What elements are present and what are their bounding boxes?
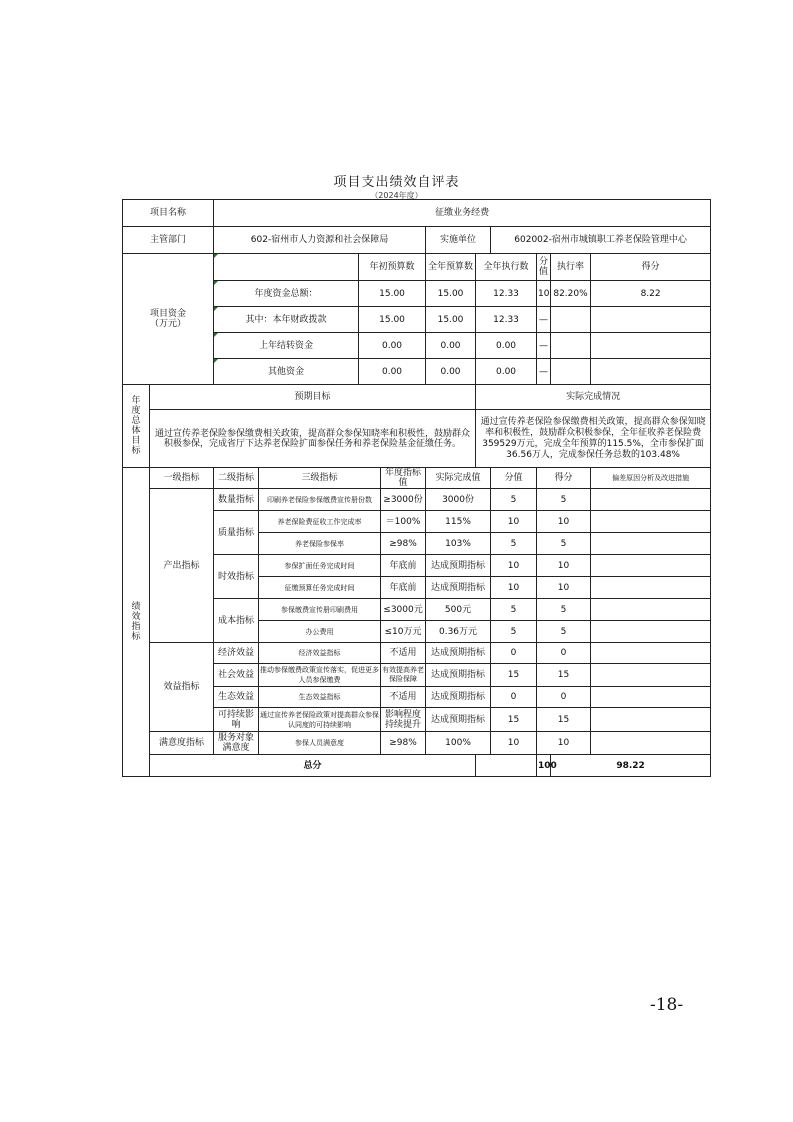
weight-value: 10	[491, 555, 537, 577]
deviation-cell	[591, 511, 711, 533]
weight-value: 5	[491, 599, 537, 621]
score-value: 10	[537, 555, 591, 577]
project-name-label: 项目名称	[123, 200, 214, 227]
level2-ecological: 生态效益	[214, 687, 259, 708]
funds-header-score: 得分	[591, 254, 711, 281]
target-value: 影响程度持续提升	[381, 708, 426, 732]
funds-executed: 0.00	[476, 359, 537, 385]
level3-indicator: 印刷养老保险参保缴费宣传册份数	[259, 489, 381, 511]
funds-row-label: 年度资金总额：	[214, 281, 359, 307]
score-value: 5	[537, 599, 591, 621]
level3-indicator: 参保扩面任务完成时间	[259, 555, 381, 577]
level2-economic: 经济效益	[214, 643, 259, 664]
deviation-cell	[591, 555, 711, 577]
funds-row-label: 其中：本年财政拨款	[214, 307, 359, 333]
deviation-cell	[591, 708, 711, 732]
deviation-cell	[591, 687, 711, 708]
deviation-cell	[591, 533, 711, 555]
funds-label-header	[214, 254, 359, 281]
goals-section-label: 年度总体目标	[123, 385, 150, 468]
header-target: 年度指标值	[381, 468, 426, 489]
deviation-cell	[591, 664, 711, 687]
funds-annual: 15.00	[426, 281, 476, 307]
level3-indicator: 养老保险参保率	[259, 533, 381, 555]
header-deviation: 偏差原因分析及改进措施	[591, 468, 711, 489]
level2-sustainable: 可持续影响	[214, 708, 259, 732]
level3-indicator: 经济效益指标	[259, 643, 381, 664]
page-title: 项目支出绩效自评表	[333, 175, 460, 190]
level2-cost: 成本指标	[214, 599, 259, 643]
funds-header-initial: 年初预算数	[359, 254, 426, 281]
funds-initial: 15.00	[359, 281, 426, 307]
actual-value: 达成预期指标	[426, 643, 491, 664]
indicator-row	[123, 489, 711, 511]
project-name-value: 征缴业务经费	[214, 200, 711, 227]
target-value: ≤10万元	[381, 621, 426, 643]
funds-initial: 15.00	[359, 307, 426, 333]
project-name-row	[123, 200, 711, 227]
goals-content-row	[123, 410, 711, 468]
deviation-cell	[591, 621, 711, 643]
total-label: 总分	[150, 755, 476, 777]
funds-header-annual: 全年预算数	[426, 254, 476, 281]
actual-value: 0.36万元	[426, 621, 491, 643]
total-blank	[476, 755, 537, 777]
funds-rate	[551, 359, 591, 385]
funds-initial: 0.00	[359, 333, 426, 359]
weight-value: 15	[491, 664, 537, 687]
weight-value: 5	[491, 489, 537, 511]
level3-indicator: 办公费用	[259, 621, 381, 643]
funds-initial: 0.00	[359, 359, 426, 385]
funds-executed: 0.00	[476, 333, 537, 359]
implementer-label: 实施单位	[426, 227, 491, 254]
funds-section-label: 项目资金 （万元）	[123, 254, 214, 385]
funds-weight: 10	[537, 281, 551, 307]
target-value: 不适用	[381, 687, 426, 708]
expected-goal-text: 通过宣传养老保险参保缴费相关政策，提高群众参保知晓率和积极性，鼓励群众积极参保，完成省厅下达养老保险扩面参保任务和养老保险基金征缴任务。	[150, 410, 476, 468]
target-value: ≤3000元	[381, 599, 426, 621]
level2-service-target: 服务对象满意度	[214, 732, 259, 755]
header-actual: 实际完成值	[426, 468, 491, 489]
target-value: 有效提高养老保险保障	[381, 664, 426, 687]
score-value: 5	[537, 533, 591, 555]
weight-value: 0	[491, 687, 537, 708]
actual-value: 达成预期指标	[426, 687, 491, 708]
level2-quality: 质量指标	[214, 511, 259, 555]
actual-value: 500元	[426, 599, 491, 621]
level2-social: 社会效益	[214, 664, 259, 687]
target-value: ≥3000份	[381, 489, 426, 511]
actual-value: 100%	[426, 732, 491, 755]
level3-indicator: 征缴预算任务完成时间	[259, 577, 381, 599]
target-value: 不适用	[381, 643, 426, 664]
indicator-row	[123, 643, 711, 664]
weight-value: 10	[491, 732, 537, 755]
deviation-cell	[591, 732, 711, 755]
funds-annual: 15.00	[426, 307, 476, 333]
deviation-cell	[591, 577, 711, 599]
goals-header-row	[123, 385, 711, 410]
funds-annual: 0.00	[426, 359, 476, 385]
deviation-cell	[591, 599, 711, 621]
header-level1: 一级指标	[150, 468, 214, 489]
funds-row-label: 其他资金	[214, 359, 359, 385]
department-value: 602-宿州市人力资源和社会保障局	[214, 227, 426, 254]
header-score: 得分	[537, 468, 591, 489]
funds-executed: 12.33	[476, 307, 537, 333]
level2-quantity: 数量指标	[214, 489, 259, 511]
funds-header-rate: 执行率	[551, 254, 591, 281]
actual-value: 达成预期指标	[426, 664, 491, 687]
page-number: -18-	[650, 995, 684, 1015]
funds-header-weight: 分值	[537, 254, 551, 281]
level3-indicator: 推动参保缴费政策宣传落实，促进更多人员参保缴费	[259, 664, 381, 687]
target-value: 年底前	[381, 555, 426, 577]
funds-score	[591, 359, 711, 385]
level3-indicator: 生态效益指标	[259, 687, 381, 708]
indicator-header-row	[123, 468, 711, 489]
funds-annual: 0.00	[426, 333, 476, 359]
funds-weight: —	[537, 307, 551, 333]
level3-indicator: 养老保险费征收工作完成率	[259, 511, 381, 533]
year-subtitle: （2024年度）	[370, 191, 423, 200]
weight-value: 0	[491, 643, 537, 664]
actual-value: 3000份	[426, 489, 491, 511]
funds-rate	[551, 307, 591, 333]
funds-header-row	[123, 254, 711, 281]
level1-benefit: 效益指标	[150, 643, 214, 732]
score-value: 15	[537, 708, 591, 732]
implementer-value: 602002-宿州市城镇职工养老保险管理中心	[491, 227, 711, 254]
score-value: 0	[537, 687, 591, 708]
actual-value: 达成预期指标	[426, 555, 491, 577]
funds-rate: 82.20%	[551, 281, 591, 307]
header-weight: 分值	[491, 468, 537, 489]
actual-goal-label: 实际完成情况	[476, 385, 711, 410]
funds-score	[591, 333, 711, 359]
target-value: ≥98%	[381, 533, 426, 555]
actual-goal-text: 通过宣传养老保险参保缴费相关政策，提高群众参保知晓率和积极性，鼓励群众积极参保，全年征收养老保险费359529万元，完成全年预算的115.5%，全市参保扩面36.56万人，完成参保任务总数的103.48%	[476, 410, 711, 468]
header-level2: 二级指标	[214, 468, 259, 489]
score-value: 10	[537, 511, 591, 533]
funds-score: 8.22	[591, 281, 711, 307]
weight-value: 5	[491, 533, 537, 555]
target-value: ＝100%	[381, 511, 426, 533]
level2-timeliness: 时效指标	[214, 555, 259, 599]
funds-weight: —	[537, 359, 551, 385]
department-row	[123, 227, 711, 254]
actual-value: 103%	[426, 533, 491, 555]
weight-value: 15	[491, 708, 537, 732]
level1-satisfaction: 满意度指标	[150, 732, 214, 755]
score-value: 5	[537, 489, 591, 511]
weight-value: 10	[491, 511, 537, 533]
expected-goal-label: 预期目标	[150, 385, 476, 410]
level3-indicator: 参保缴费宣传册印刷费用	[259, 599, 381, 621]
level3-indicator: 通过宣传养老保险政策对提高群众参保认同度的可持续影响	[259, 708, 381, 732]
target-value: 年底前	[381, 577, 426, 599]
score-value: 15	[537, 664, 591, 687]
level1-output: 产出指标	[150, 489, 214, 643]
score-value: 5	[537, 621, 591, 643]
actual-value: 115%	[426, 511, 491, 533]
score-value: 10	[537, 577, 591, 599]
actual-value: 达成预期指标	[426, 708, 491, 732]
deviation-cell	[591, 489, 711, 511]
total-weight: 100	[537, 755, 551, 777]
deviation-cell	[591, 643, 711, 664]
funds-rate	[551, 333, 591, 359]
funds-weight: —	[537, 333, 551, 359]
department-label: 主管部门	[123, 227, 214, 254]
weight-value: 10	[491, 577, 537, 599]
total-row	[123, 755, 711, 777]
score-value: 0	[537, 643, 591, 664]
actual-value: 达成预期指标	[426, 577, 491, 599]
header-level3: 三级指标	[259, 468, 381, 489]
indicator-section-label: 绩效指标	[123, 468, 150, 777]
indicator-row	[123, 732, 711, 755]
target-value: ≥98%	[381, 732, 426, 755]
weight-value: 5	[491, 621, 537, 643]
funds-score	[591, 307, 711, 333]
funds-row-label: 上年结转资金	[214, 333, 359, 359]
funds-header-executed: 全年执行数	[476, 254, 537, 281]
score-value: 10	[537, 732, 591, 755]
funds-executed: 12.33	[476, 281, 537, 307]
performance-table	[122, 199, 711, 777]
level3-indicator: 参保人员满意度	[259, 732, 381, 755]
total-score: 98.22	[551, 755, 711, 777]
